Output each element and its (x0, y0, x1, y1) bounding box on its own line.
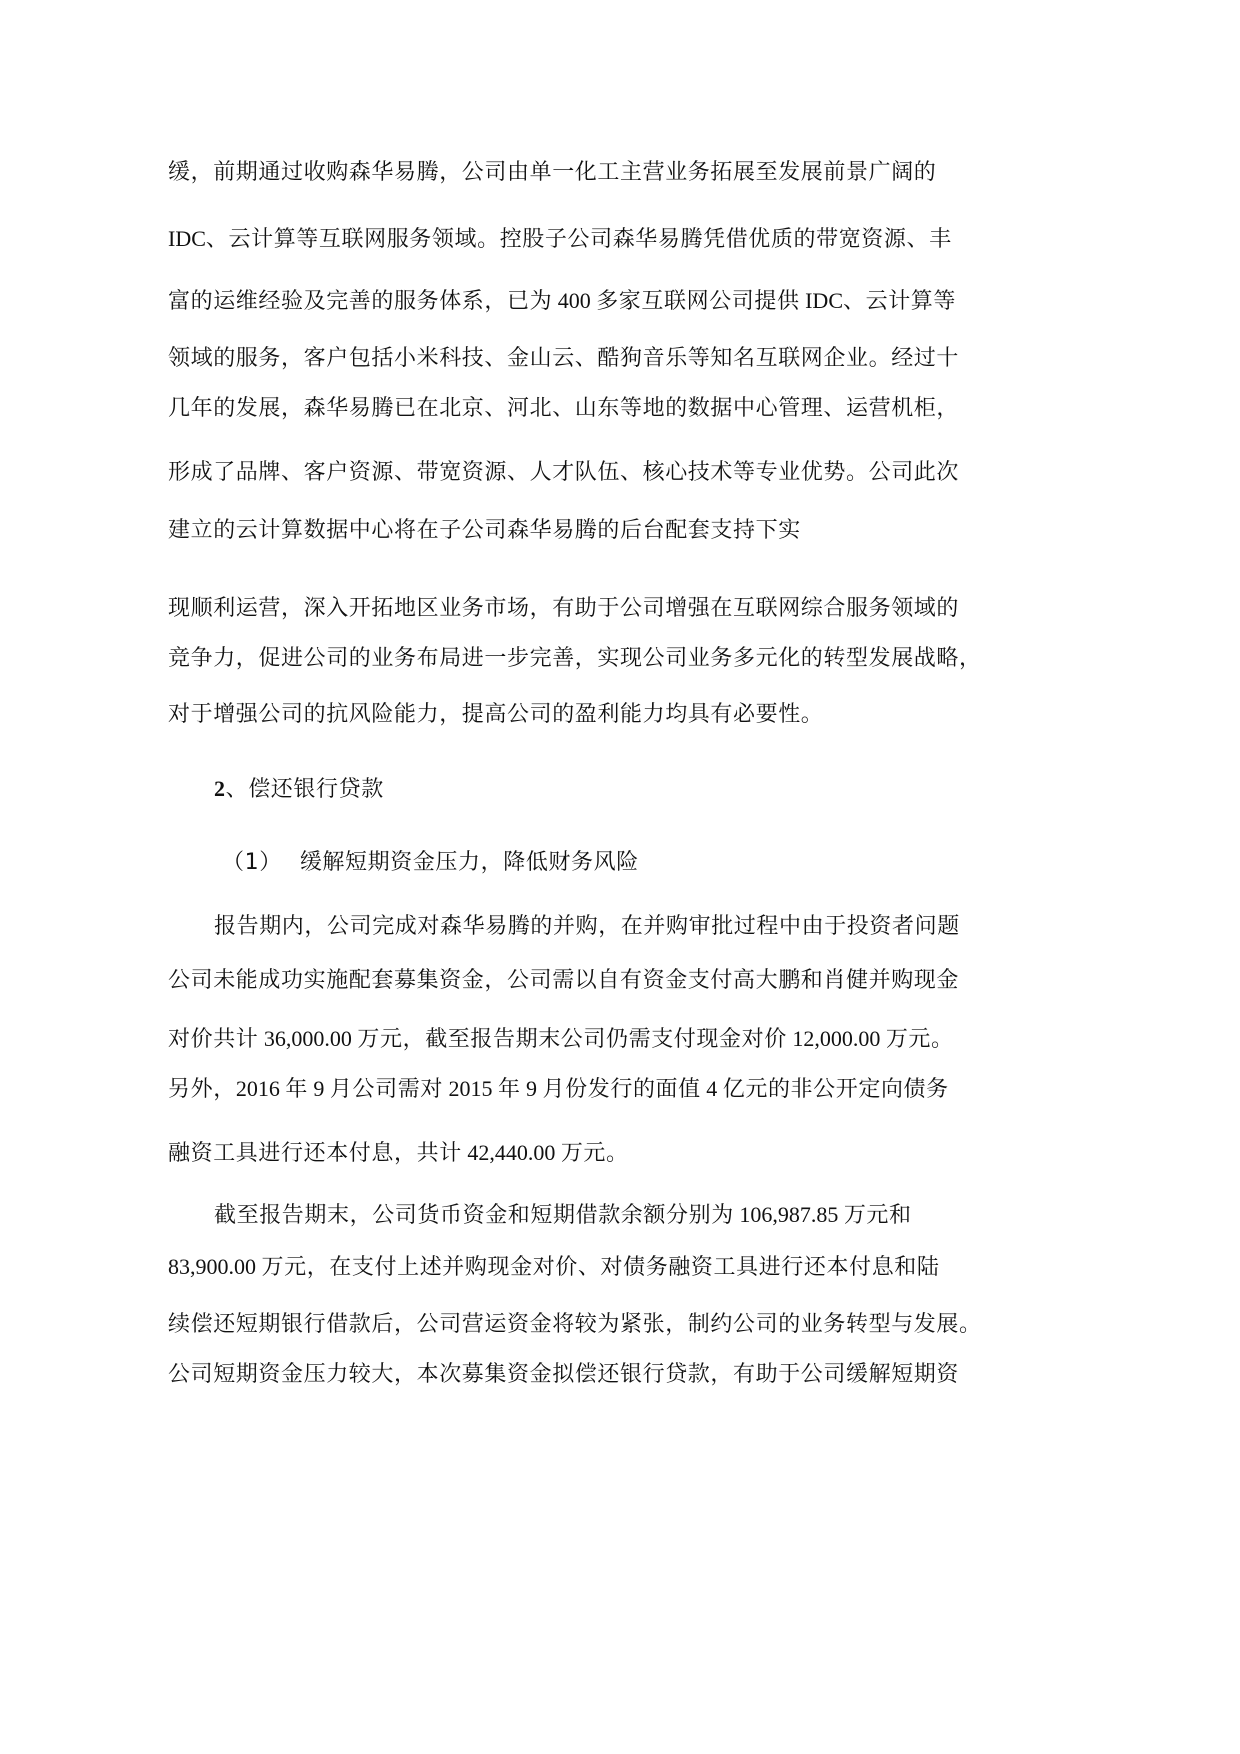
text-line: 形成了品牌、客户资源、带宽资源、人才队伍、核心技术等专业优势。公司此次 (168, 460, 960, 485)
text-line: 83,900.00 万元，在支付上述并购现金对价、对债务融资工具进行还本付息和陆 (168, 1254, 940, 1280)
text-line: 截至报告期末，公司货币资金和短期借款余额分别为 106,987.85 万元和 (214, 1202, 912, 1228)
text-line: 富的运维经验及完善的服务体系，已为 400 多家互联网公司提供 IDC、云计算等 (168, 288, 957, 314)
section-number: 2 (214, 776, 226, 801)
section-title: 、偿还银行贷款 (225, 777, 384, 802)
text-line: 对价共计 36,000.00 万元，截至报告期末公司仍需支付现金对价 12,000.00 万元。 (168, 1026, 954, 1052)
subsection-heading (222, 848, 639, 878)
text-line: 领域的服务，客户包括小米科技、金山云、酷狗音乐等知名互联网企业。经过十 (168, 346, 960, 371)
text-line: 竞争力，促进公司的业务布局进一步完善，实现公司业务多元化的转型发展战略， (168, 646, 982, 671)
text-line: 几年的发展，森华易腾已在北京、河北、山东等地的数据中心管理、运营机柜， (168, 396, 960, 421)
text-line: 续偿还短期银行借款后，公司营运资金将较为紧张，制约公司的业务转型与发展。 (168, 1312, 982, 1337)
text-line: 公司短期资金压力较大，本次募集资金拟偿还银行贷款，有助于公司缓解短期资 (168, 1362, 960, 1387)
text-line: 缓，前期通过收购森华易腾，公司由单一化工主营业务拓展至发展前景广阔的 (168, 160, 937, 185)
text-line: 报告期内，公司完成对森华易腾的并购，在并购审批过程中由于投资者问题 (214, 914, 960, 939)
text-line: 公司未能成功实施配套募集资金，公司需以自有资金支付高大鹏和肖健并购现金 (168, 968, 960, 993)
subsection-title: 缓解短期资金压力，降低财务风险 (299, 850, 639, 875)
text-line: 另外，2016 年 9 月公司需对 2015 年 9 月份发行的面值 4 亿元的非公开定向债务 (168, 1076, 949, 1102)
text-line: 现顺利运营，深入开拓地区业务市场，有助于公司增强在互联网综合服务领域的 (168, 596, 960, 621)
text-line: IDC、云计算等互联网服务领域。控股子公司森华易腾凭借优质的带宽资源、丰 (168, 226, 952, 252)
text-line: 建立的云计算数据中心将在子公司森华易腾的后台配套支持下实 (168, 518, 801, 543)
subsection-number: （1） (222, 850, 282, 875)
section-heading (214, 774, 384, 805)
text-line: 对于增强公司的抗风险能力，提高公司的盈利能力均具有必要性。 (168, 702, 824, 727)
text-line: 融资工具进行还本付息，共计 42,440.00 万元。 (168, 1140, 629, 1166)
